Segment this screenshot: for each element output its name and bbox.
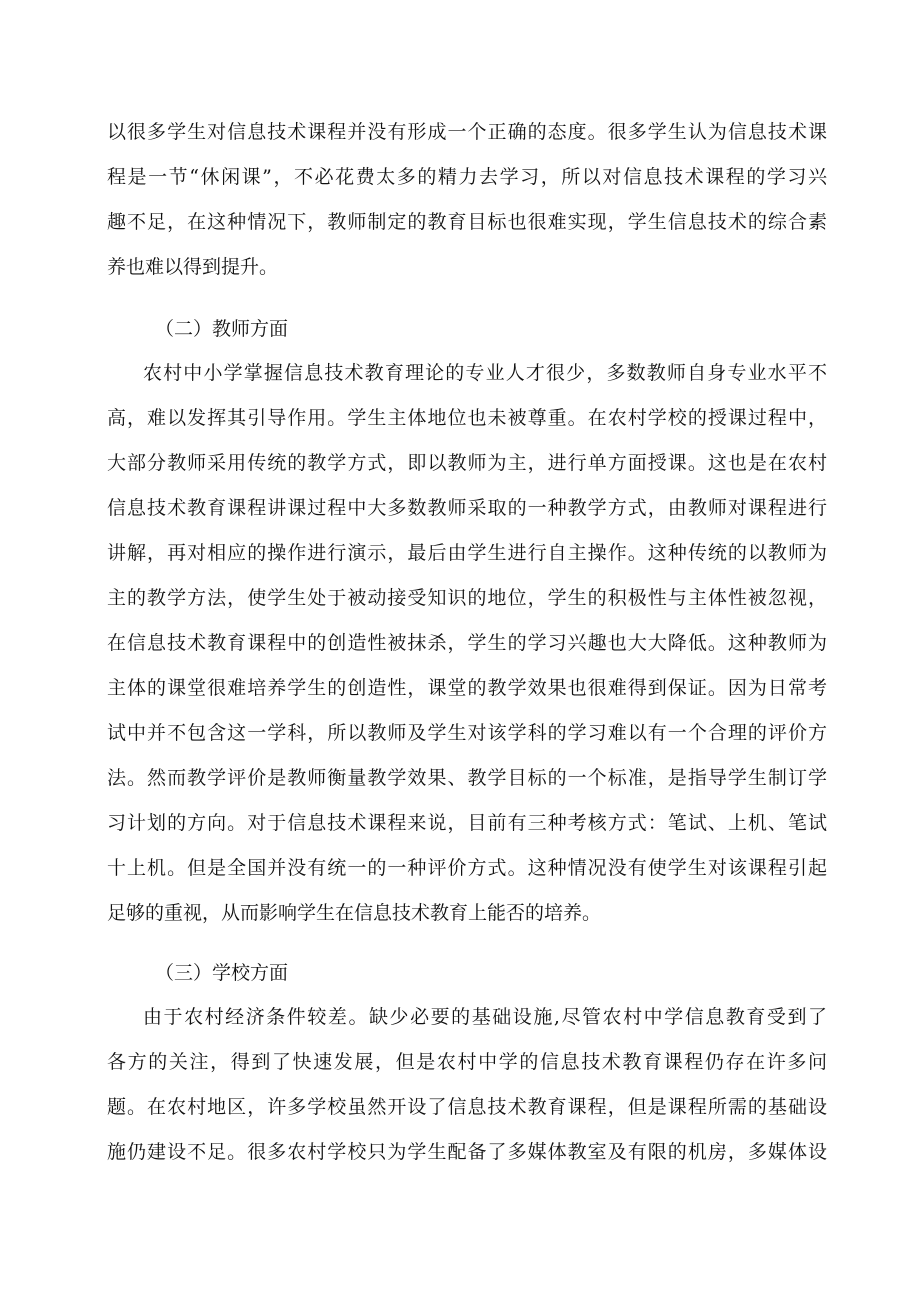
body-text-line: 信息技术教育课程讲课过程中大多数教师采取的一种教学方式，由教师对课程进行: [107, 497, 827, 519]
body-text-line: 试中并不包含这一学科，所以教师及学生对该学科的学习难以有一个合理的评价方: [107, 722, 827, 744]
body-text-line: 习计划的方向。对于信息技术课程来说，目前有三种考核方式：笔试、上机、笔试: [107, 812, 827, 834]
body-text-line: 大部分教师采用传统的教学方式，即以教师为主，进行单方面授课。这也是在农村: [107, 452, 827, 474]
body-text-line: 主的教学方法，使学生处于被动接受知识的地位，学生的积极性与主体性被忽视，: [107, 587, 827, 609]
body-text-line: 讲解，再对相应的操作进行演示，最后由学生进行自主操作。这种传统的以教师为: [107, 542, 827, 564]
body-text-line: 各方的关注，得到了快速发展，但是农村中学的信息技术教育课程仍存在许多问: [107, 1051, 827, 1073]
body-text-line: 施仍建设不足。很多农村学校只为学生配备了多媒体教室及有限的机房，多媒体设: [107, 1141, 827, 1163]
body-text-line: 十上机。但是全国并没有统一的一种评价方式。这种情况没有使学生对该课程引起: [107, 857, 827, 879]
body-text-line: 法。然而教学评价是教师衡量教学效果、教学目标的一个标准，是指导学生制订学: [107, 767, 827, 789]
body-text-line: 高，难以发挥其引导作用。学生主体地位也未被尊重。在农村学校的授课过程中，: [107, 407, 827, 429]
body-text-line: 在信息技术教育课程中的创造性被抹杀，学生的学习兴趣也大大降低。这种教师为: [107, 632, 827, 654]
section-heading-teachers: （二）教师方面: [155, 318, 289, 340]
body-text-line: 程是一节“休闲课”，不必花费太多的精力去学习，所以对信息技术课程的学习兴: [107, 166, 827, 188]
body-text-line: 足够的重视，从而影响学生在信息技术教育上能否的培养。: [107, 902, 602, 924]
body-text-line: 以很多学生对信息技术课程并没有形成一个正确的态度。很多学生认为信息技术课: [107, 121, 827, 143]
body-text-line: 农村中小学掌握信息技术教育理论的专业人才很少，多数教师自身专业水平不: [143, 362, 827, 384]
body-text-line: 由于农村经济条件较差。缺少必要的基础设施,尽管农村中学信息教育受到了: [143, 1006, 827, 1028]
body-text-line: 题。在农村地区，许多学校虽然开设了信息技术教育课程，但是课程所需的基础设: [107, 1096, 827, 1118]
section-heading-school: （三）学校方面: [155, 962, 289, 984]
body-text-line: 养也难以得到提升。: [107, 256, 279, 278]
body-text-line: 趣不足，在这种情况下，教师制定的教育目标也很难实现，学生信息技术的综合素: [107, 211, 827, 233]
body-text-line: 主体的课堂很难培养学生的创造性，课堂的教学效果也很难得到保证。因为日常考: [107, 677, 827, 699]
